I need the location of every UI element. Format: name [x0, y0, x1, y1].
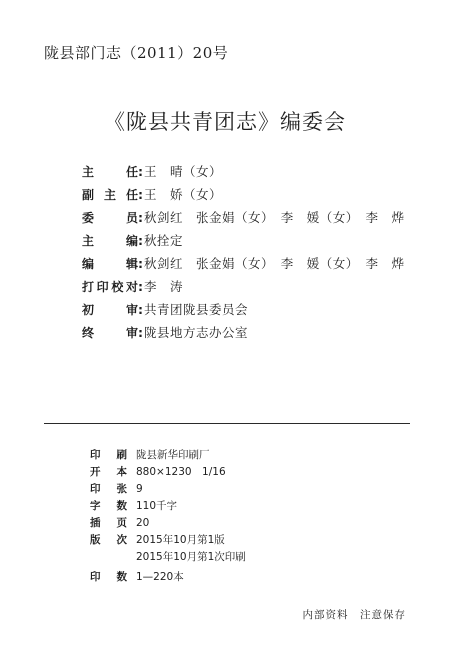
colophon-row [90, 448, 210, 462]
colophon-row [90, 499, 177, 513]
doc-number: 陇县部门志（2011）20号 [44, 44, 229, 62]
colophon-value: 陇县新华印刷厂 [136, 449, 210, 461]
committee-names: 王 晴（女） [144, 164, 223, 179]
colophon-value: 9 [136, 483, 143, 495]
committee-role: 编辑 [82, 257, 138, 271]
committee-role: 终审 [82, 326, 138, 340]
committee-names: 李 涛 [144, 279, 184, 294]
committee-role: 主编 [82, 234, 138, 248]
colophon-row [90, 533, 225, 547]
committee-row [82, 210, 405, 226]
committee-names: 秋剑红 张金娟（女） 李 媛（女） 李 烨 [144, 210, 405, 225]
committee-names: 王 娇（女） [144, 187, 223, 202]
committee-row [82, 164, 222, 180]
colon: : [138, 279, 143, 294]
committee-names: 秋拴定 [144, 233, 184, 248]
main-title: 《陇县共青团志》编委会 [104, 110, 346, 134]
colophon-row [90, 550, 246, 564]
colophon-label: 插页 [90, 517, 128, 529]
committee-role: 副主任 [82, 188, 138, 202]
colon: : [138, 325, 143, 340]
committee-names: 秋剑红 张金娟（女） 李 媛（女） 李 烨 [144, 256, 405, 271]
divider-line [44, 423, 410, 424]
committee-row [82, 325, 248, 341]
colophon-value: 2015年10月第1次印刷 [136, 551, 246, 563]
colophon-label: 开本 [90, 466, 128, 478]
colophon-row [90, 516, 149, 530]
committee-row [82, 233, 183, 249]
colon: : [138, 256, 143, 271]
committee-row [82, 187, 222, 203]
colophon-label: 字数 [90, 500, 128, 512]
colon: : [138, 164, 143, 179]
colophon-label: 印数 [90, 571, 128, 583]
committee-names: 共青团陇县委员会 [144, 302, 249, 317]
committee-role: 委员 [82, 211, 138, 225]
committee-row [82, 302, 248, 318]
committee-row [82, 256, 405, 272]
colophon-value: 1—220本 [136, 571, 184, 583]
committee-names: 陇县地方志办公室 [144, 325, 249, 340]
colophon-row [90, 482, 143, 496]
colophon-value: 20 [136, 517, 150, 529]
colophon-label: 印刷 [90, 449, 128, 461]
committee-row [82, 279, 183, 295]
colophon-value: 2015年10月第1版 [136, 534, 225, 546]
footer-note: 内部资料 注意保存 [302, 609, 406, 621]
colophon-value: 110千字 [136, 500, 178, 512]
committee-role: 打印校对 [82, 280, 138, 294]
colophon-row [90, 465, 226, 479]
colophon-label: 版次 [90, 534, 128, 546]
colon: : [138, 187, 143, 202]
colophon-label: 印张 [90, 483, 128, 495]
colophon-row [90, 570, 184, 584]
colon: : [138, 233, 143, 248]
colophon-value: 880×1230 1/16 [136, 466, 226, 478]
committee-role: 主任 [82, 165, 138, 179]
committee-role: 初审 [82, 303, 138, 317]
colon: : [138, 210, 143, 225]
colon: : [138, 302, 143, 317]
